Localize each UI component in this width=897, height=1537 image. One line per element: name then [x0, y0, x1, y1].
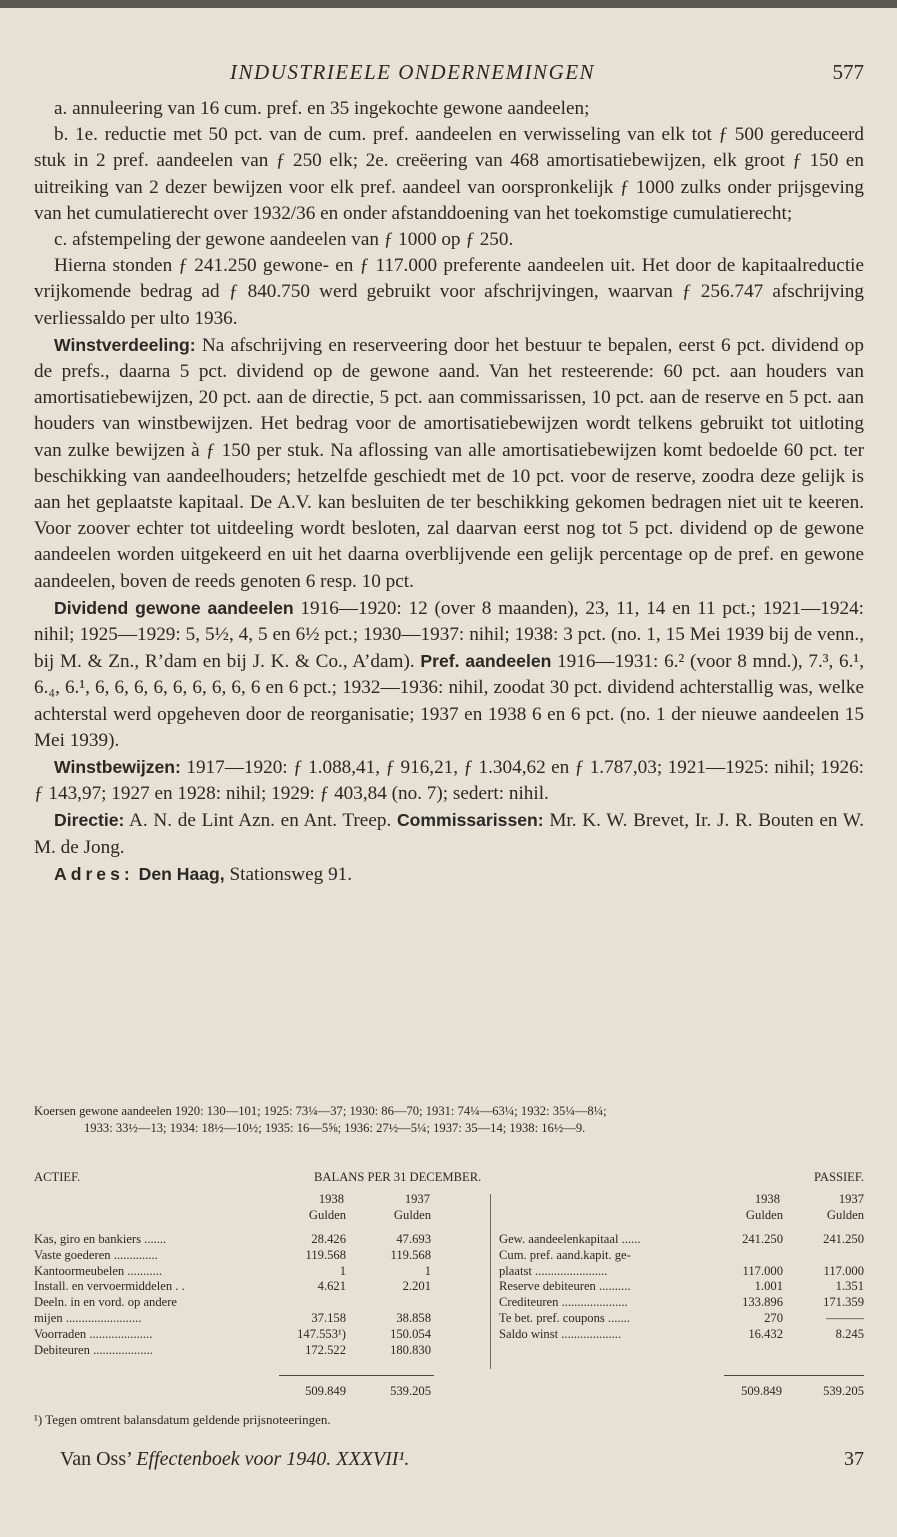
actief-row-label: mijen ........................ — [34, 1311, 142, 1325]
actief-label: ACTIEF. — [34, 1170, 81, 1184]
text-dividend-gewone: 1916—1920: 12 (over 8 maanden), 23, 11, 14 en 11 pct.; 1921—1924: nihil; 1925—1929: 5, 5½, 4, 5 en 6½ pct.; 1930—1937: nihil; 1938: 3 pct. (no. 1, 15 Mei 1939 bij de venn., bij M. & Zn., R’dam en bij J. K. & Co., A’dam). — [34, 597, 865, 673]
balance-divider — [490, 1194, 491, 1369]
text-dividend-pref: 1916—1931: 6.² (voor 8 mnd.), 7.³, 6.¹, 6.₄, 6.¹, 6, 6, 6, 6, 6, 6, 6, 6, 6 en 6 pct.; 1932—1936: nihil, zoodat 30 pct. dividend achterstallig was, welke achterstal werd opgeheven door de reorganisatie; 1937 en 1938 6 en 6 pct. (no. 1 der nieuwe aandeelen 15 Mei 1939). — [34, 651, 864, 751]
label-pref-aandeelen: Pref. aandeelen — [420, 651, 552, 672]
actief-total-1938: 509.849 — [305, 1384, 346, 1398]
footer-title-b: Effectenboek voor 1940. XXXVII¹. — [136, 1448, 410, 1470]
label-directie: Directie: — [54, 810, 125, 831]
passief-year-1938: 1938 — [754, 1192, 780, 1206]
paragraph-b: b. 1e. reductie met 50 pct. van de cum. pref. aandeelen en verwisseling van elk tot ƒ 500 gereduceerd stuk in 2 pref. aandeelen van ƒ 250 elk; 2e. creëering van 468 amortisatiebewijzen, elk groot ƒ 150 en uitreiking van 2 dezer bewijzen voor elk pref. aandeel van oorspronkelijk ƒ 1000 zulks onder prijsgeving van het cumulatierecht over 1932/36 en onder afstanddoening van het toekomstige cumulatierecht; — [34, 124, 864, 224]
adres-city: Den Haag, — [133, 863, 225, 884]
actief-year-1937: 1937 — [404, 1192, 430, 1206]
passief-row-label: Cum. pref. aand.kapit. ge- — [499, 1247, 631, 1262]
passief-row-value-1937: 171.359 — [823, 1295, 864, 1310]
actief-year-1938: 1938 — [318, 1192, 344, 1206]
footer-title-a: Van Oss’ — [60, 1448, 137, 1470]
label-winstverdeeling: Winstverdeeling: — [54, 334, 196, 355]
actief-row-value-1938: 172.522 — [305, 1342, 346, 1357]
paragraph-hierna: Hierna stonden ƒ 241.250 gewone- en ƒ 117.000 preferente aandeelen uit. Het door de kapitaalreductie vrijkomende bedrag ad ƒ 840.750 werd gebruikt voor afschrijvingen, waarvan ƒ 256.747 afschrijving verliessaldo per ulto 1936. — [34, 255, 864, 329]
passief-unit-1937: Gulden — [826, 1208, 864, 1222]
koersen-line-1: Koersen gewone aandeelen 1920: 130—101; 1925: 73¼—37; 1930: 86—70; 1931: 74¼—63¼; 1932: 35¼—8¼; — [34, 1104, 607, 1118]
passief-row-value-1937: 8.245 — [835, 1326, 864, 1341]
paragraph-dividend — [34, 595, 864, 754]
paragraph-a: a. annuleering van 16 cum. pref. en 35 ingekochte gewone aandeelen; — [54, 98, 590, 119]
actief-row-value-1937: 180.830 — [390, 1342, 431, 1357]
passief-total-rule — [724, 1375, 864, 1376]
passief-label: PASSIEF. — [814, 1170, 864, 1184]
koersen-block — [34, 1103, 864, 1137]
label-commissarissen: Commissarissen: — [396, 810, 544, 831]
actief-unit-1937: Gulden — [393, 1208, 431, 1222]
passief-row-value-1937: 117.000 — [823, 1263, 864, 1278]
passief-row-value-1938: 270 — [764, 1311, 783, 1325]
passief-row-label: Te bet. pref. coupons ....... — [499, 1311, 630, 1325]
text-winstbewijzen: 1917—1920: ƒ 1.088,41, ƒ 916,21, ƒ 1.304,62 en ƒ 1.787,03; 1921—1925: nihil; 1926: ƒ 143,97; 1927 en 1928: nihil; 1929: ƒ 403,84 (no. 7); sedert: nihil. — [34, 757, 864, 805]
paragraph-directie — [34, 807, 864, 860]
footer-page-number: 37 — [844, 1448, 864, 1470]
balance-title: BALANS PER 31 DECEMBER. — [314, 1170, 482, 1184]
actief-row-value-1937: 2.201 — [402, 1279, 431, 1294]
actief-row-value-1937: 150.054 — [390, 1326, 431, 1341]
paragraph-winstbewijzen — [34, 754, 864, 807]
text-directie: A. N. de Lint Azn. en Ant. Treep. — [124, 810, 397, 832]
paragraph-adres — [34, 861, 864, 888]
actief-unit-1938: Gulden — [308, 1208, 346, 1222]
footer-title — [60, 1448, 409, 1471]
actief-row-value-1938: 147.553¹) — [297, 1326, 346, 1341]
actief-row-value-1938: 37.158 — [311, 1311, 346, 1325]
actief-row-value-1937: 47.693 — [396, 1232, 431, 1246]
actief-row-label: Deeln. in en vord. op andere — [34, 1295, 178, 1310]
passief-row-value-1937: ——— — [826, 1311, 864, 1325]
passief-unit-1938: Gulden — [745, 1208, 783, 1222]
actief-total-1937: 539.205 — [390, 1384, 431, 1398]
passief-row-value-1938: 241.250 — [742, 1232, 783, 1246]
footnote: ¹) Tegen omtrent balansdatum geldende prijsnoteeringen. — [34, 1412, 331, 1427]
passief-total-1938: 509.849 — [741, 1384, 782, 1398]
section-title: INDUSTRIEELE ONDERNEMINGEN — [230, 60, 596, 84]
actief-row-label: Install. en vervoermiddelen . . — [34, 1279, 185, 1294]
actief-row-value-1938: 1 — [339, 1263, 346, 1278]
passief-row-label: plaatst ....................... — [499, 1263, 608, 1278]
actief-row-label: Kas, giro en bankiers ....... — [34, 1232, 167, 1246]
koersen-line-2: 1933: 33½—13; 1934: 18½—10½; 1935: 16—5⅝; 1936: 27½—5¼; 1937: 35—14; 1938: 16½—9. — [84, 1121, 586, 1135]
actief-row-value-1937: 119.568 — [390, 1247, 431, 1262]
passief-row-value-1937: 1.351 — [835, 1279, 864, 1294]
passief-row-value-1937: 241.250 — [823, 1232, 864, 1246]
body-text — [34, 96, 864, 888]
scan-top-edge — [0, 0, 897, 8]
text-commissarissen: Mr. K. W. Brevet, Ir. J. R. Bouten en W. M. de Jong. — [34, 810, 864, 858]
passief-row-value-1938: 16.432 — [748, 1326, 783, 1341]
label-winstbewijzen: Winstbewijzen: — [54, 757, 181, 778]
actief-row-label: Debiteuren ................... — [34, 1342, 153, 1357]
text-adres: Stationsweg 91. — [224, 863, 353, 885]
actief-row-value-1938: 28.426 — [311, 1232, 346, 1246]
passief-row-label: Gew. aandeelenkapitaal ...... — [499, 1232, 641, 1246]
passief-row-value-1938: 1.001 — [754, 1279, 783, 1294]
actief-row-label: Vaste goederen .............. — [34, 1247, 158, 1262]
actief-row-label: Kantoormeubelen ........... — [34, 1263, 163, 1278]
label-dividend-gewone: Dividend gewone aandeelen — [54, 597, 294, 618]
running-footer — [34, 1448, 864, 1478]
actief-row-value-1938: 4.621 — [317, 1279, 346, 1294]
passief-row-label: Saldo winst ................... — [499, 1326, 622, 1341]
actief-row-value-1938: 119.568 — [305, 1247, 346, 1262]
passief-row-value-1938: 133.896 — [742, 1295, 783, 1310]
label-adres: Adres: — [54, 863, 134, 884]
paragraph-c: c. afstempeling der gewone aandeelen van ƒ 1000 op ƒ 250. — [54, 229, 514, 251]
page-number: 577 — [832, 60, 864, 84]
balance-sheet — [34, 1170, 864, 1410]
passief-row-label: Crediteuren ..................... — [499, 1295, 628, 1310]
paragraph-winstverdeeling — [34, 332, 864, 595]
actief-row-label: Voorraden .................... — [34, 1326, 153, 1341]
passief-row-value-1938: 117.000 — [742, 1263, 783, 1278]
passief-row-label: Reserve debiteuren .......... — [499, 1279, 631, 1294]
actief-row-value-1937: 1 — [424, 1263, 431, 1278]
actief-total-rule — [279, 1375, 434, 1376]
text-winstverdeeling: Na afschrijving en reserveering door het bestuur te bepalen, eerst 6 pct. dividend op de prefs., daarna 5 pct. dividend op de gewone aand. Van het resteerende: 60 pct. aan houders van amortisatiebewijzen, 20 pct. aan de directie, 5 pct. aan commissarissen, 10 pct. aan de reserve en 5 pct. aan houders van winstbewijzen. Het bedrag voor de amortisatiebewijzen wordt telkens gebruikt tot uitloting van zulke bewijzen à ƒ 150 per stuk. Na aflossing van alle amortisatiebewijzen komt bedoelde 60 pct. ter beschikking van aandeelhouders; hetzelfde geschiedt met de 10 pct. voor de reserve, zoodra deze gelijk is aan het geplaatste kapitaal. De A.V. kan besluiten de ter beschikking gekomen bedragen niet uit te keeren. Voor zoover echter tot uitdeeling wordt besloten, zal daarvan eerst nog tot 5 pct. dividend op de gewone aandeelen worden uitgekeerd en uit het daarna overblijvende een gelijk percentage op de pref. en gewone aandeelen, boven de reeds genoten 6 resp. 10 pct. — [34, 334, 864, 592]
actief-row-value-1937: 38.858 — [396, 1311, 431, 1325]
running-header — [34, 60, 864, 90]
passief-total-1937: 539.205 — [823, 1384, 864, 1398]
passief-year-1937: 1937 — [838, 1192, 864, 1206]
